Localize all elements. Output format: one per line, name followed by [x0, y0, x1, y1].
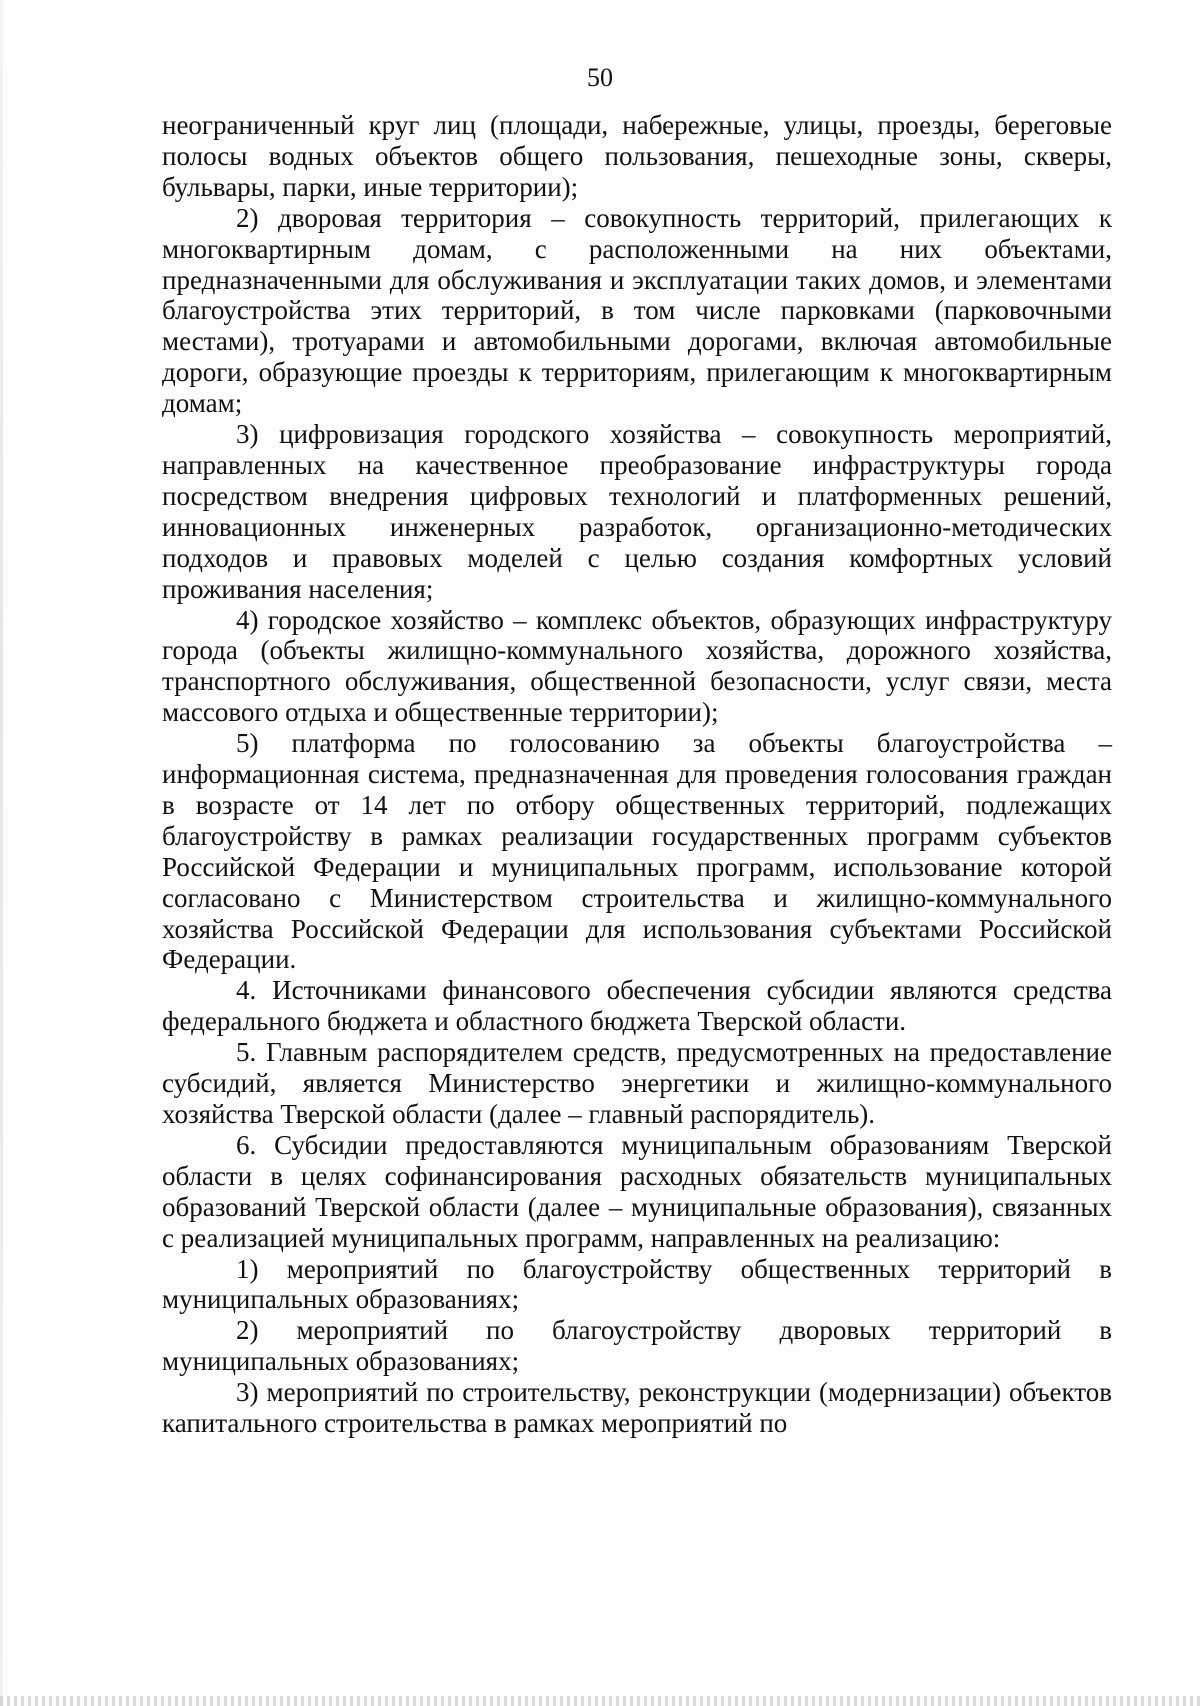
paragraph-item-2-courtyard: 2) дворовая территория – совокупность территорий, прилегающих к многоквартирным домам, с расположенными на них объектами, предназначенными для обслуживания и эксплуатации таких домов, и элементами благоустройства этих территорий, в том числе парковками (парковочными местами), тротуарами и автомобильными дорогами, включая автомобильные дороги, образующие проезды к территориям, прилегающим к многоквартирным домам; [162, 202, 1112, 419]
scan-bottom-edge [0, 1696, 1200, 1706]
paragraph-item-5-voting-platform: 5) платформа по голосованию за объекты благоустройства – информационная система, предназначенная для проведения голосования граждан в возрасте от 14 лет по отбору общественных территорий, подлежащих благоустройству в рамках реализации государственных программ субъектов Российской Федерации и муниципальных программ, использование которой согласовано с Министерством строительства и жилищно-коммунального хозяйства Российской Федерации для использования субъектами Российской Федерации. [162, 728, 1112, 975]
paragraph-clause-6-subsidies: 6. Субсидии предоставляются муниципальным образованиям Тверской области в целях софинансирования расходных обязательств муниципальных образований Тверской области (далее – муниципальные образования), связанных с реализацией муниципальных программ, направленных на реализацию: [162, 1129, 1112, 1253]
page-number: 50 [587, 63, 613, 92]
paragraph-clause-4-funding: 4. Источниками финансового обеспечения субсидии являются средства федерального бюджета и областного бюджета Тверской области. [162, 975, 1112, 1037]
paragraph-subitem-1-public-areas: 1) мероприятий по благоустройству общественных территорий в муниципальных образованиях; [162, 1253, 1112, 1315]
paragraph-continuation: неограниченный круг лиц (площади, набережные, улицы, проезды, береговые полосы водных объектов общего пользования, пешеходные зоны, скверы, бульвары, парки, иные территории); [162, 110, 1112, 202]
paragraph-item-4-city-economy: 4) городское хозяйство – комплекс объектов, образующих инфраструктуру города (объекты жилищно-коммунального хозяйства, дорожного хозяйства, транспортного обслуживания, общественной безопасности, услуг связи, места массового отдыха и общественные территории); [162, 604, 1112, 728]
paragraph-subitem-2-courtyards: 2) мероприятий по благоустройству дворовых территорий в муниципальных образованиях; [162, 1315, 1112, 1377]
paragraph-item-3-digitalization: 3) цифровизация городского хозяйства – совокупность мероприятий, направленных на качественное преобразование инфраструктуры города посредством внедрения цифровых технологий и платформенных решений, инновационных инженерных разработок, организационно-методических подходов и правовых моделей с целью создания комфортных условий проживания населения; [162, 419, 1112, 604]
paragraph-subitem-3-construction: 3) мероприятий по строительству, реконструкции (модернизации) объектов капитального строительства в рамках мероприятий по [162, 1377, 1112, 1439]
paragraph-clause-5-administrator: 5. Главным распорядителем средств, предусмотренных на предоставление субсидий, является Министерство энергетики и жилищно-коммунального хозяйства Тверской области (далее – главный распорядитель). [162, 1037, 1112, 1129]
document-body [162, 110, 1112, 1439]
scan-left-edge [0, 0, 3, 1706]
